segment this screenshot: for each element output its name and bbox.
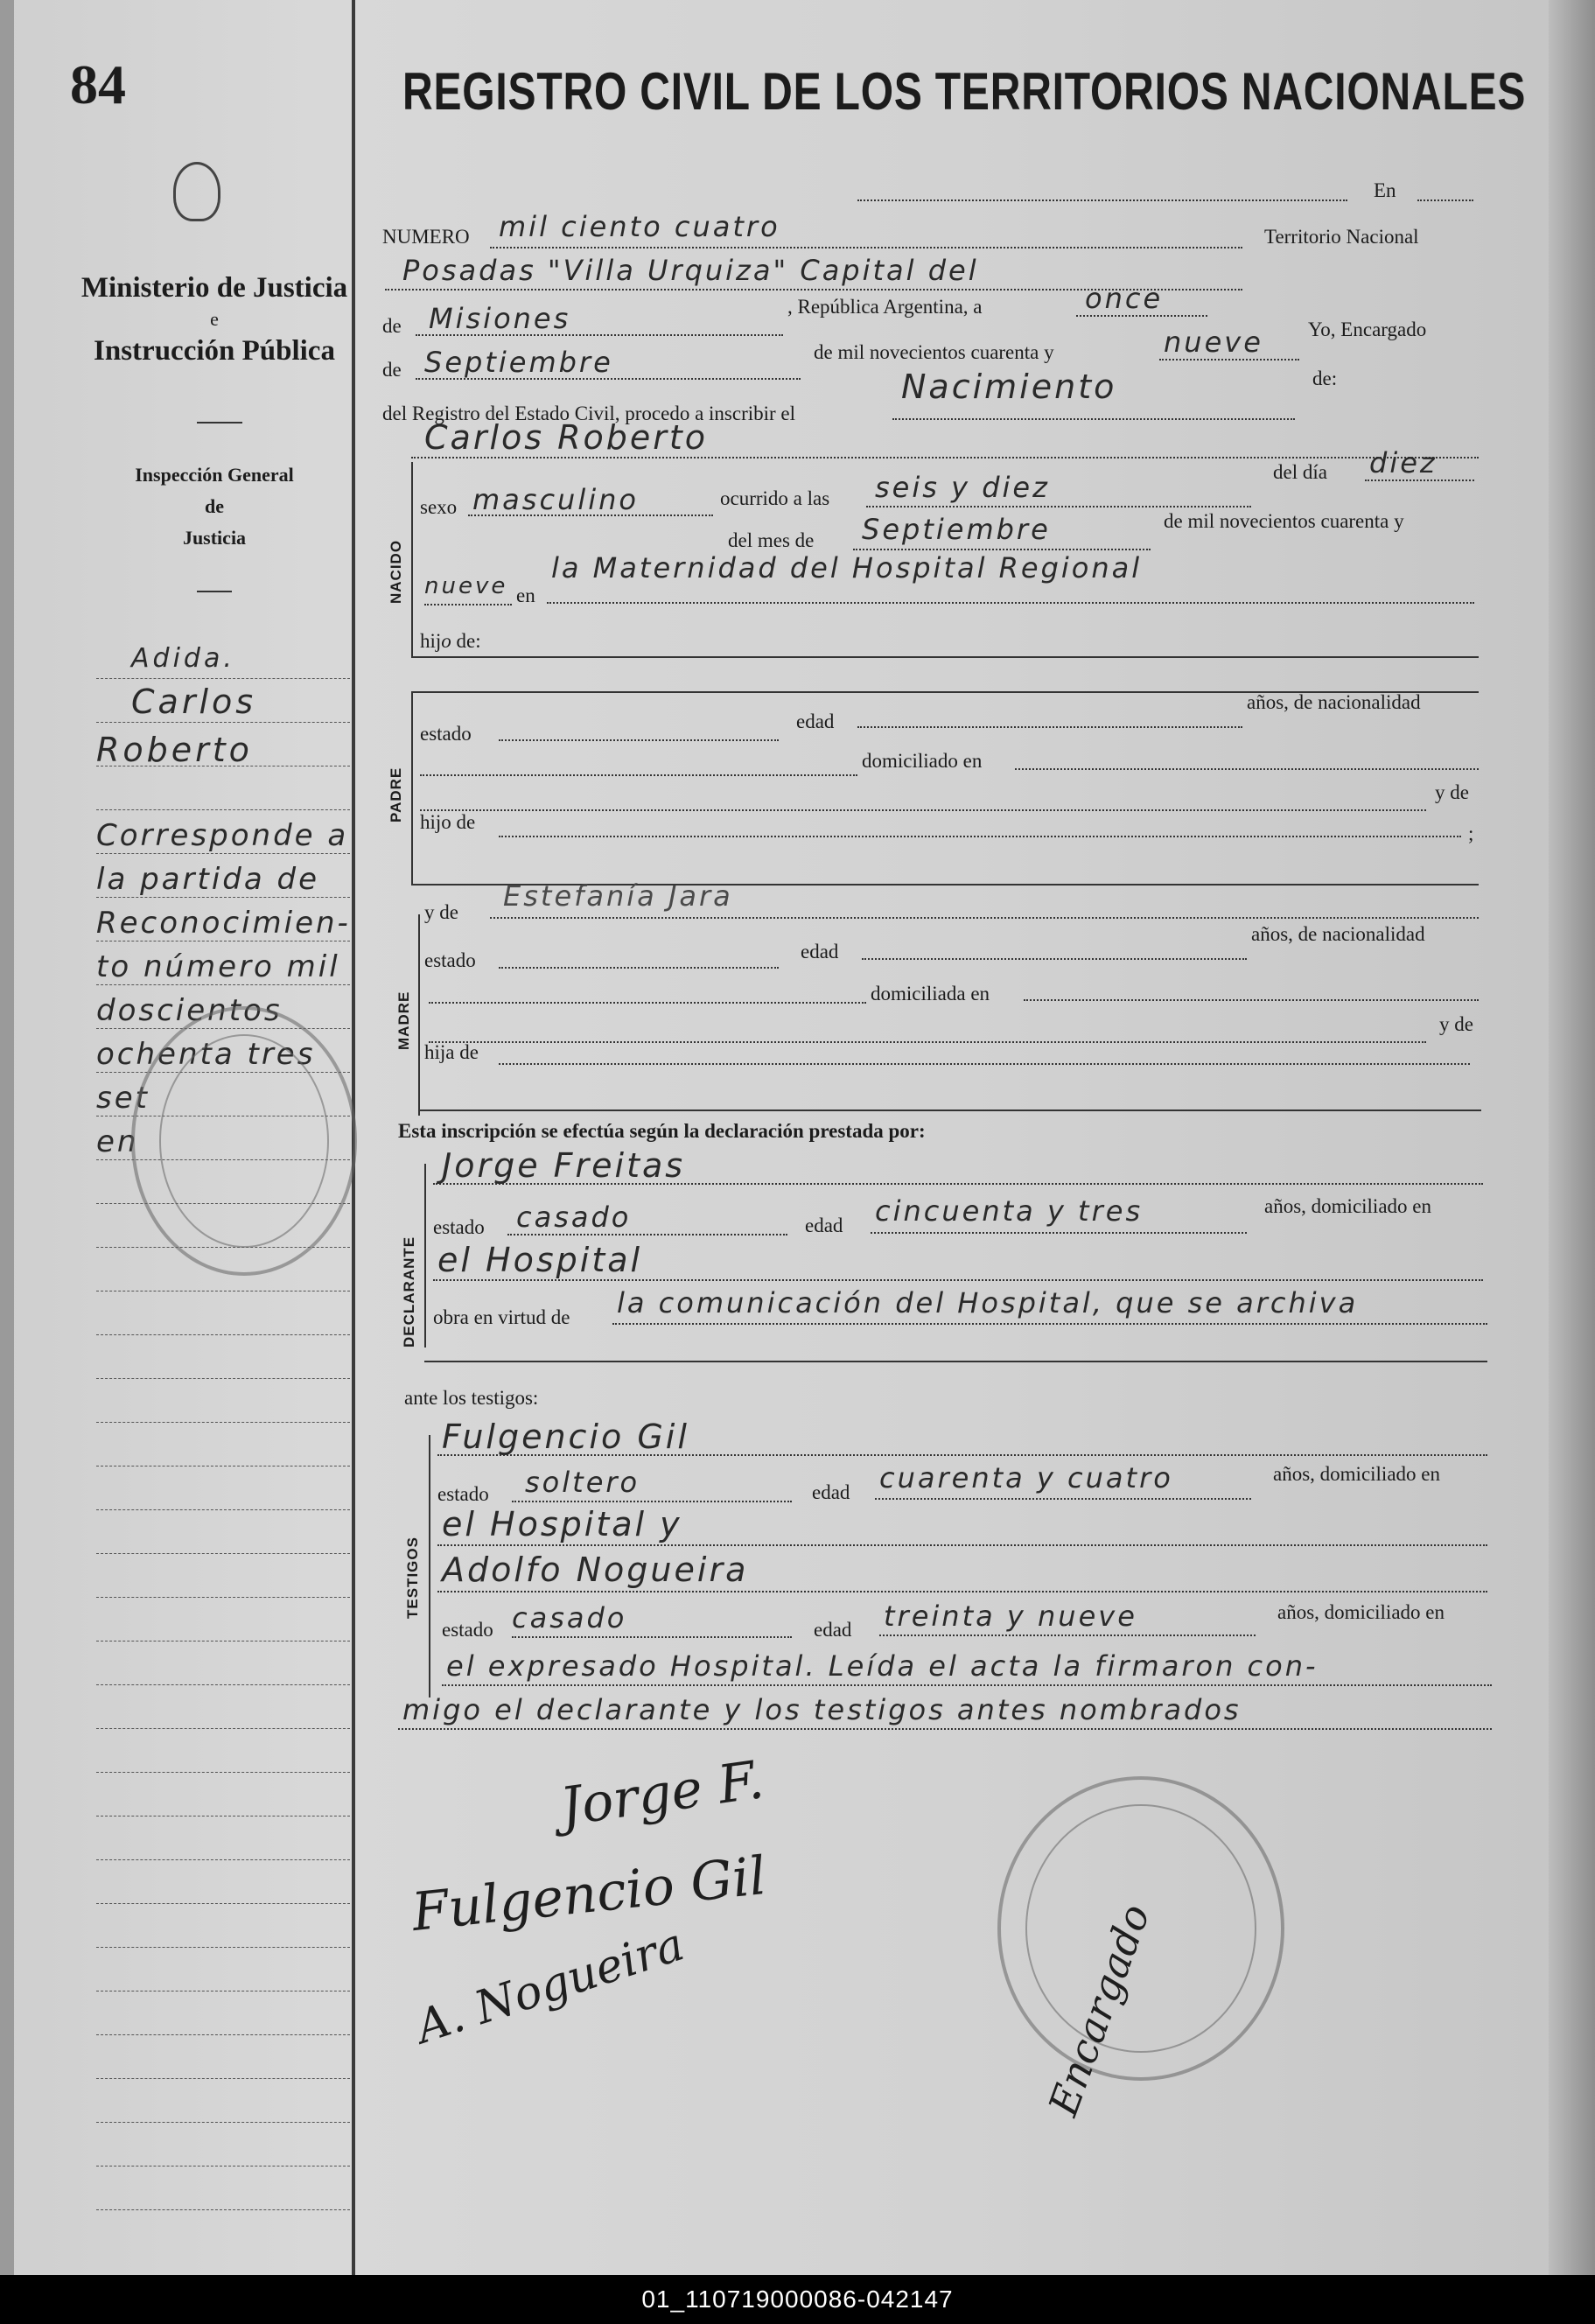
declarante-dom-value: el Hospital bbox=[437, 1241, 643, 1279]
margin-note-line-8: en bbox=[96, 1124, 139, 1159]
hora-value: seis y diez bbox=[875, 471, 1050, 504]
testigo-1-estado-value: soltero bbox=[525, 1466, 640, 1499]
sexo-value: masculino bbox=[472, 483, 639, 516]
testigo-2-name-value: Adolfo Nogueira bbox=[442, 1550, 749, 1589]
testigo-2-edad-value: treinta y nueve bbox=[884, 1600, 1137, 1633]
signature-testigo-2: A. Nogueira bbox=[409, 1918, 690, 2054]
margin-stamp-icon bbox=[131, 1006, 357, 1276]
margin-name-2: Roberto bbox=[96, 731, 253, 769]
del-mes-label: del mes de bbox=[728, 529, 815, 551]
madre-anos-label: años, de nacionalidad bbox=[1251, 923, 1425, 945]
mes-nacido-value: Septiembre bbox=[862, 513, 1051, 546]
ministry-rule bbox=[197, 422, 242, 424]
madre-domiciliada-label: domiciliada en bbox=[871, 983, 990, 1004]
binding-gutter bbox=[0, 0, 14, 2275]
margin-name-1: Carlos bbox=[131, 682, 257, 721]
testigo-1-anos-dom-label: años, domiciliado en bbox=[1273, 1463, 1440, 1485]
margin-note-line-4: to número mil bbox=[96, 949, 340, 984]
territorio-value: Misiones bbox=[429, 302, 571, 335]
territorio-label: Territorio Nacional bbox=[1264, 226, 1419, 248]
closing-text: migo el declarante y los testigos antes nombrados bbox=[402, 1693, 1242, 1726]
testigo-2-estado-value: casado bbox=[512, 1601, 627, 1634]
madre-edad-label: edad bbox=[801, 941, 839, 962]
testigo-1-estado-label: estado bbox=[437, 1483, 489, 1505]
sexo-label: sexo bbox=[420, 496, 458, 518]
nombre-value: Carlos Roberto bbox=[424, 418, 709, 457]
ministry-line-1: Ministerio de Justicia bbox=[80, 272, 348, 304]
margin-note-line-2: la partida de bbox=[96, 862, 319, 897]
margin-note-line-1: Corresponde a bbox=[96, 818, 349, 853]
margin-adopt-note: Adida. bbox=[131, 643, 235, 674]
padre-label: PADRE bbox=[388, 766, 404, 822]
margin-note-line-6: ochenta tres bbox=[96, 1037, 316, 1072]
declarante-obra-value: la comunicación del Hospital, que se archiva bbox=[617, 1286, 1359, 1320]
margin-note-line-3: Reconocimien- bbox=[96, 906, 351, 941]
inspection-line-3: Justicia bbox=[182, 527, 247, 549]
de-mil-label: de mil novecientos cuarenta y bbox=[814, 341, 1054, 363]
signature-encargado: Encargado bbox=[1039, 1898, 1159, 2122]
del-registro-label: del Registro del Estado Civil, procedo a inscribir el bbox=[382, 402, 796, 424]
de-label-2: de bbox=[382, 359, 402, 381]
inspection-rule bbox=[197, 591, 232, 592]
padre-y-de-label: y de bbox=[1435, 781, 1469, 803]
inspection-line-2: de bbox=[205, 495, 224, 517]
padre-domiciliado-label: domiciliado en bbox=[862, 750, 983, 772]
page-number: 84 bbox=[70, 53, 126, 116]
testigos-label: TESTIGOS bbox=[404, 1536, 421, 1619]
margin-note-line-5: doscientos bbox=[96, 993, 283, 1028]
ministry-line-2: e bbox=[210, 308, 219, 330]
de-colon-label: de: bbox=[1312, 368, 1338, 389]
lugar-value: la Maternidad del Hospital Regional bbox=[551, 551, 1143, 584]
page-edge bbox=[1549, 0, 1595, 2275]
inspection-heading bbox=[114, 459, 315, 554]
madre-name-value: Estefanía Jara bbox=[503, 879, 733, 913]
de-mil-nacido-label: de mil novecientos cuarenta y bbox=[1164, 510, 1404, 532]
padre-anos-label: años, de nacionalidad bbox=[1247, 691, 1421, 713]
declarante-edad-value: cincuenta y tres bbox=[875, 1194, 1144, 1228]
testigo-2-dom-value: el expresado Hospital. Leída el acta la firmaron con- bbox=[446, 1649, 1319, 1683]
de-label-1: de bbox=[382, 315, 402, 337]
testigo-1-edad-value: cuarenta y cuatro bbox=[879, 1461, 1173, 1494]
hijo-label: hijo de: bbox=[420, 630, 481, 652]
declarante-anos-dom-label: años, domiciliado en bbox=[1264, 1195, 1431, 1217]
acto-value: Nacimiento bbox=[901, 368, 1117, 406]
madre-y-de-2-label: y de bbox=[1439, 1013, 1473, 1035]
republica-label: , República Argentina, a bbox=[787, 296, 983, 318]
mes-value: Septiembre bbox=[424, 346, 613, 379]
testigo-1-name-value: Fulgencio Gil bbox=[442, 1418, 689, 1456]
padre-estado-label: estado bbox=[420, 723, 472, 745]
ministry-heading bbox=[79, 267, 350, 372]
yo-encargado-label: Yo, Encargado bbox=[1308, 318, 1427, 340]
nacido-label: NACIDO bbox=[388, 539, 404, 604]
declarante-label: DECLARANTE bbox=[401, 1236, 417, 1348]
madre-label: MADRE bbox=[395, 990, 412, 1050]
padre-edad-label: edad bbox=[796, 710, 835, 732]
declarante-obra-label: obra en virtud de bbox=[433, 1306, 570, 1328]
testigo-2-edad-label: edad bbox=[814, 1619, 852, 1641]
anio-nacido-value: nueve bbox=[424, 573, 508, 599]
testigo-1-dom-value: el Hospital y bbox=[442, 1505, 682, 1544]
margin-note-line-7: set bbox=[96, 1081, 150, 1116]
declarante-estado-label: estado bbox=[433, 1216, 485, 1238]
declarante-intro: Esta inscripción se efectúa según la declaración prestada por: bbox=[398, 1120, 926, 1142]
inspection-line-1: Inspección General bbox=[135, 464, 294, 486]
madre-y-de-label: y de bbox=[424, 901, 458, 923]
declarante-name-value: Jorge Freitas bbox=[442, 1146, 686, 1185]
dia-value: once bbox=[1085, 282, 1164, 315]
hijo-suffix: o bbox=[441, 630, 451, 652]
testigo-1-edad-label: edad bbox=[812, 1481, 850, 1503]
del-dia-label: del día bbox=[1273, 461, 1327, 483]
madre-hija-de-label: hija de bbox=[424, 1041, 479, 1063]
place-value: Posadas "Villa Urquiza" Capital del bbox=[402, 254, 979, 287]
madre-estado-label: estado bbox=[424, 949, 476, 971]
signature-testigo-1: Fulgencio Gil bbox=[409, 1844, 769, 1944]
signature-declarante: Jorge F. bbox=[556, 1749, 767, 1838]
declarante-estado-value: casado bbox=[516, 1200, 632, 1234]
ministry-line-3: Instrucción Pública bbox=[94, 335, 335, 367]
numero-label: NUMERO bbox=[382, 226, 470, 248]
testigo-2-anos-dom-label: años, domiciliado en bbox=[1277, 1601, 1445, 1623]
testigos-intro: ante los testigos: bbox=[404, 1387, 539, 1409]
declarante-edad-label: edad bbox=[805, 1214, 843, 1236]
dia-nacido-value: diez bbox=[1369, 446, 1438, 480]
padre-hijo-de-label: hijo de bbox=[420, 811, 476, 833]
en-nacido-label: en bbox=[516, 584, 535, 606]
testigo-2-estado-label: estado bbox=[442, 1619, 493, 1641]
ocurrido-label: ocurrido a las bbox=[720, 487, 830, 509]
padre-semicolon: ; bbox=[1468, 822, 1474, 844]
en-label: En bbox=[1374, 179, 1396, 201]
coat-of-arms-icon bbox=[173, 162, 220, 221]
anio-value: nueve bbox=[1164, 326, 1263, 359]
numero-value: mil ciento cuatro bbox=[499, 210, 780, 243]
page-title: REGISTRO CIVIL DE LOS TERRITORIOS NACIONALES bbox=[402, 62, 1527, 121]
image-id-footer: 01_110719000086-042147 bbox=[0, 2275, 1595, 2324]
